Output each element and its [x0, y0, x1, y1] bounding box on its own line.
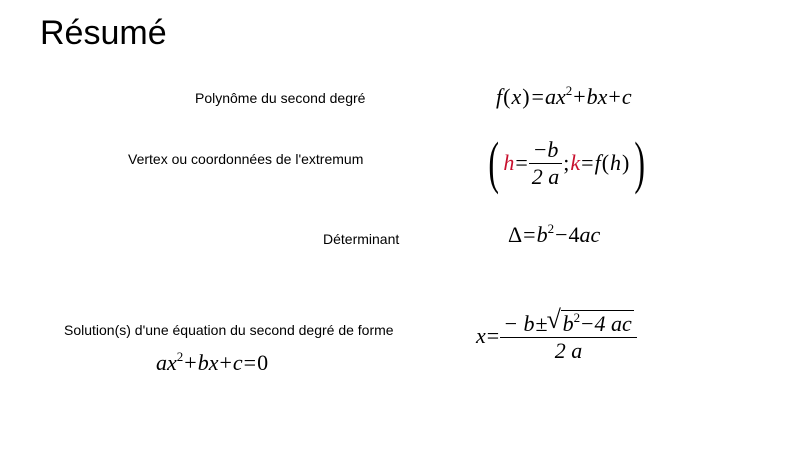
poly-x3: x: [597, 84, 608, 109]
disc-eq: =: [523, 222, 536, 247]
polynomial-label: Polynôme du second degré: [195, 90, 366, 106]
poly-plus2: +: [608, 84, 621, 109]
eqn-exp: 2: [176, 349, 184, 364]
eqn-a: a: [156, 350, 167, 375]
poly-c: c: [621, 84, 632, 109]
vertex-rparen: ): [634, 130, 646, 195]
vertex-denominator: 2 a: [531, 163, 560, 189]
rad-four-ac: 4 ac: [594, 311, 632, 336]
quad-denominator: 2 a: [554, 338, 583, 363]
disc-delta: Δ: [508, 222, 523, 247]
discriminant-label: Déterminant: [323, 231, 400, 247]
eqn-zero: 0: [257, 350, 269, 375]
eqn-x2: x: [208, 350, 219, 375]
quad-radicand: [561, 310, 634, 335]
poly-rparen: ): [522, 84, 530, 109]
vertex-numerator: −b: [529, 139, 563, 164]
rad-b: b: [562, 311, 574, 336]
rad-exp: 2: [573, 310, 581, 325]
poly-x: x: [511, 84, 522, 109]
disc-b: b: [536, 222, 548, 247]
polynomial-formula: [496, 83, 632, 109]
disc-ac: ac: [579, 222, 601, 247]
vertex-eq1: =: [515, 150, 528, 175]
poly-eq: =: [531, 84, 544, 109]
vertex-inner-lparen: (: [601, 150, 610, 175]
eqn-eq: =: [243, 350, 257, 375]
vertex-eq2: =: [581, 150, 594, 175]
vertex-h: h: [503, 150, 515, 175]
poly-lparen: (: [503, 84, 511, 109]
vertex-fraction: [529, 136, 563, 189]
quad-sqrt: [546, 305, 634, 336]
vertex-formula: [484, 130, 650, 195]
eqn-b: b: [197, 350, 209, 375]
quad-x: x: [476, 323, 486, 348]
disc-minus: −: [555, 222, 568, 247]
rad-minus: −: [581, 311, 594, 336]
quad-eq: =: [486, 323, 500, 348]
poly-f: f: [496, 84, 503, 109]
discriminant-formula: [508, 221, 601, 247]
poly-exp: 2: [565, 83, 573, 98]
slide-title: Résumé: [40, 14, 167, 52]
quad-numerator: [500, 305, 637, 338]
vertex-h2: h: [610, 150, 622, 175]
sqrt-icon: √: [546, 305, 561, 334]
vertex-label: Vertex ou coordonnées de l'extremum: [128, 151, 364, 167]
vertex-inner-rparen: ): [622, 150, 630, 175]
eqn-plus1: +: [184, 350, 197, 375]
vertex-separator: ;: [563, 150, 570, 175]
eqn-plus2: +: [219, 350, 232, 375]
quadratic-formula: [476, 305, 637, 363]
vertex-k: k: [570, 150, 581, 175]
disc-exp: 2: [547, 221, 555, 236]
quad-fraction: [500, 305, 637, 363]
quad-pm: ±: [535, 311, 548, 336]
eqn-c: c: [232, 350, 243, 375]
poly-plus1: +: [573, 84, 586, 109]
poly-a: a: [544, 84, 556, 109]
vertex-lparen: (: [488, 130, 499, 195]
vertex-f: f: [594, 150, 601, 175]
eqn-x: x: [167, 350, 177, 375]
equation-form: [156, 349, 269, 375]
poly-b: b: [586, 84, 598, 109]
solutions-label: Solution(s) d'une équation du second degré de forme: [64, 322, 394, 338]
poly-x2: x: [555, 84, 566, 109]
disc-four: 4: [568, 222, 580, 247]
quad-minus-b: − b: [503, 311, 535, 336]
